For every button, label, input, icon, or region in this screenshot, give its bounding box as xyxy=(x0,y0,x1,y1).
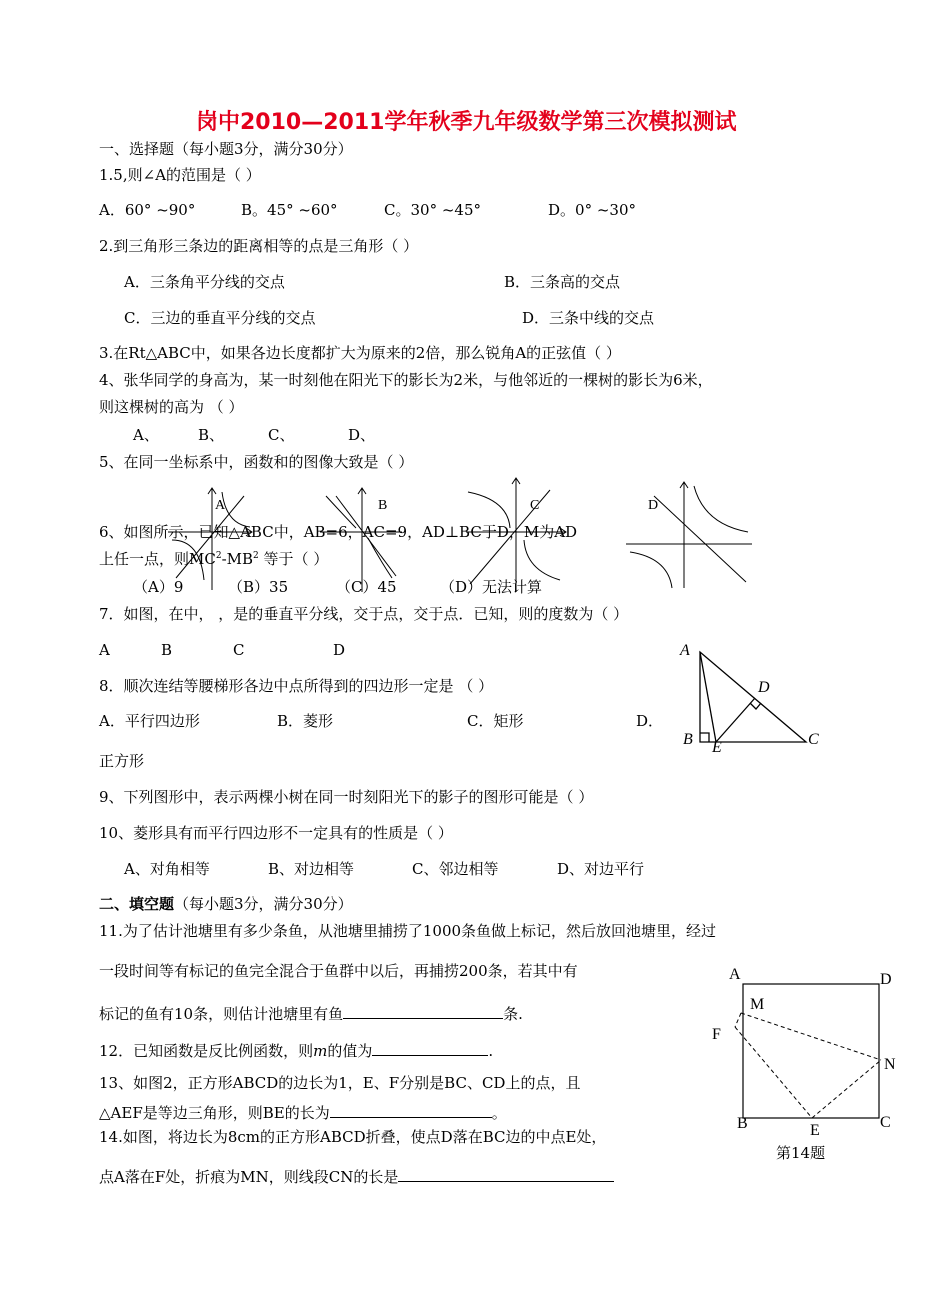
q12-var: m xyxy=(313,1042,328,1060)
q4-option-c: C、 xyxy=(268,426,295,444)
q10-stem: 10、菱形具有而平行四边形不一定具有的性质是（ ） xyxy=(99,824,453,842)
q7-option-d: D xyxy=(333,641,346,659)
q14-fig-label-b: B xyxy=(737,1115,748,1132)
q5-stem: 5、在同一坐标系中，函数和的图像大致是（ ） xyxy=(99,453,414,471)
q6-option-d: （D）无法计算 xyxy=(440,578,543,596)
q2-option-a: A．三条角平分线的交点 xyxy=(124,273,285,291)
q14-fig-label-n: N xyxy=(884,1056,896,1073)
q8-option-a: A．平行四边形 xyxy=(99,712,200,730)
q8-option-c: C．矩形 xyxy=(467,712,524,730)
q11-line1: 11.为了估计池塘里有多少条鱼，从池塘里捕捞了1000条鱼做上标记，然后放回池塘里，经过 xyxy=(99,922,717,940)
q6-sup2: 2 xyxy=(253,551,259,561)
q7-fig-label-a: A xyxy=(680,642,690,659)
q4-stem-line2: 则这棵树的高为 （ ） xyxy=(99,398,244,416)
q14-fig-label-a: A xyxy=(729,966,741,983)
q2-option-b: B．三条高的交点 xyxy=(504,273,621,291)
q1-option-c: C。30° ~45° xyxy=(384,201,481,219)
q10-option-d: D、对边平行 xyxy=(557,860,645,878)
q14-figure-caption: 第14题 xyxy=(776,1144,826,1162)
q7-option-c: C xyxy=(233,641,245,659)
section2-heading-bold: 二、填空题 xyxy=(99,895,175,913)
q7-fig-label-d: D xyxy=(758,679,770,696)
q8-option-b: B．菱形 xyxy=(277,712,334,730)
q8-option-d-cont: 正方形 xyxy=(99,752,145,770)
q9-stem: 9、下列图形中，表示两棵小树在同一时刻阳光下的影子的图形可能是（ ） xyxy=(99,788,594,806)
q5-graph-b-label: B xyxy=(378,498,388,513)
q7-fig-label-e: E xyxy=(712,739,722,756)
q14-line1: 14.如图，将边长为8cm的正方形ABCD折叠，使点D落在BC边的中点E处， xyxy=(99,1128,607,1146)
q14-fig-label-f: F xyxy=(712,1026,721,1043)
q6-option-a: （A）9 xyxy=(133,578,184,596)
q6-stem-line1: 6、如图所示，已知△ABC中，AB=6，AC=9，AD⊥BC于D，M为AD xyxy=(99,523,578,541)
q1-option-d: D。0° ~30° xyxy=(548,201,636,219)
q6-stem-line2-pre: 上任一点，则MC xyxy=(99,550,216,568)
q6-option-c: （C）45 xyxy=(336,578,397,596)
q10-option-c: C、邻边相等 xyxy=(412,860,499,878)
q11-line3-pre: 标记的鱼有10条，则估计池塘里有鱼 xyxy=(99,1005,344,1023)
section2-heading-rest: （每小题3分，满分30分） xyxy=(174,895,353,913)
q13-line1: 13、如图2，正方形ABCD的边长为1，E、F分别是BC、CD上的点，且 xyxy=(99,1074,581,1092)
q8-stem: 8．顺次连结等腰梯形各边中点所得到的四边形一定是 （ ） xyxy=(99,677,494,695)
q1-option-b: B。45° ~60° xyxy=(241,201,338,219)
q7-option-a: A xyxy=(99,641,110,659)
q2-option-d: D．三条中线的交点 xyxy=(522,309,655,327)
q10-option-b: B、对边相等 xyxy=(268,860,355,878)
q2-option-c: C．三边的垂直平分线的交点 xyxy=(124,309,316,327)
q12-mid: 的值为 xyxy=(327,1042,373,1060)
q14-fig-label-m: M xyxy=(750,996,765,1013)
q14-fig-label-c: C xyxy=(880,1114,891,1131)
q12-pre: 12．已知函数是反比例函数，则 xyxy=(99,1042,314,1060)
q2-stem: 2.到三角形三条边的距离相等的点是三角形（ ） xyxy=(99,237,419,255)
q11-line3-post: 条. xyxy=(503,1005,523,1023)
q8-option-d: D． xyxy=(636,712,664,730)
section1-heading: 一、选择题（每小题3分，满分30分） xyxy=(99,140,353,158)
q4-stem-line1: 4、张华同学的身高为，某一时刻他在阳光下的影长为2米，与他邻近的一棵树的影长为6米， xyxy=(99,371,713,389)
q6-sup1: 2 xyxy=(215,551,222,561)
q6-stem-line2-mid: -MB xyxy=(221,550,254,568)
q14-line2-pre: 点A落在F处，折痕为MN，则线段CN的长是 xyxy=(99,1168,399,1186)
q5-graph-a-label: A xyxy=(215,498,226,513)
q6-option-b: （B）35 xyxy=(228,578,289,596)
q11-line2: 一段时间等有标记的鱼完全混合于鱼群中以后，再捕捞200条，若其中有 xyxy=(99,962,578,980)
q4-option-a: A、 xyxy=(133,426,159,444)
q4-option-d: D、 xyxy=(348,426,376,444)
q7-fig-label-c: C xyxy=(808,731,819,748)
q13-line2-pre: △AEF是等边三角形，则BE的长为 xyxy=(99,1104,330,1122)
q12-post: . xyxy=(488,1042,494,1060)
q3-stem: 3.在Rt△ABC中，如果各边长度都扩大为原来的2倍，那么锐角A的正弦值（ ） xyxy=(99,344,621,362)
q5-graph-c-label: C xyxy=(530,498,540,513)
page-title: 岗中2010—2011学年秋季九年级数学第三次模拟测试 xyxy=(196,110,737,135)
q14-fig-label-e: E xyxy=(810,1122,820,1139)
q1-stem: 1.5,则∠A的范围是（ ） xyxy=(99,166,261,184)
q5-graph-d-label: D xyxy=(648,498,659,513)
q7-fig-label-b: B xyxy=(683,731,693,748)
q6-stem-line2-post: 等于（ ） xyxy=(263,550,329,568)
q4-option-b: B、 xyxy=(198,426,225,444)
q14-fig-label-d: D xyxy=(880,971,892,988)
q7-option-b: B xyxy=(161,641,173,659)
q1-option-a: A．60° ~90° xyxy=(99,201,196,219)
q10-option-a: A、对角相等 xyxy=(124,860,210,878)
q7-stem: 7．如图，在中， ，是的垂直平分线，交于点，交于点．已知，则的度数为（ ） xyxy=(99,605,629,623)
q13-line2-post: 。 xyxy=(491,1104,507,1122)
